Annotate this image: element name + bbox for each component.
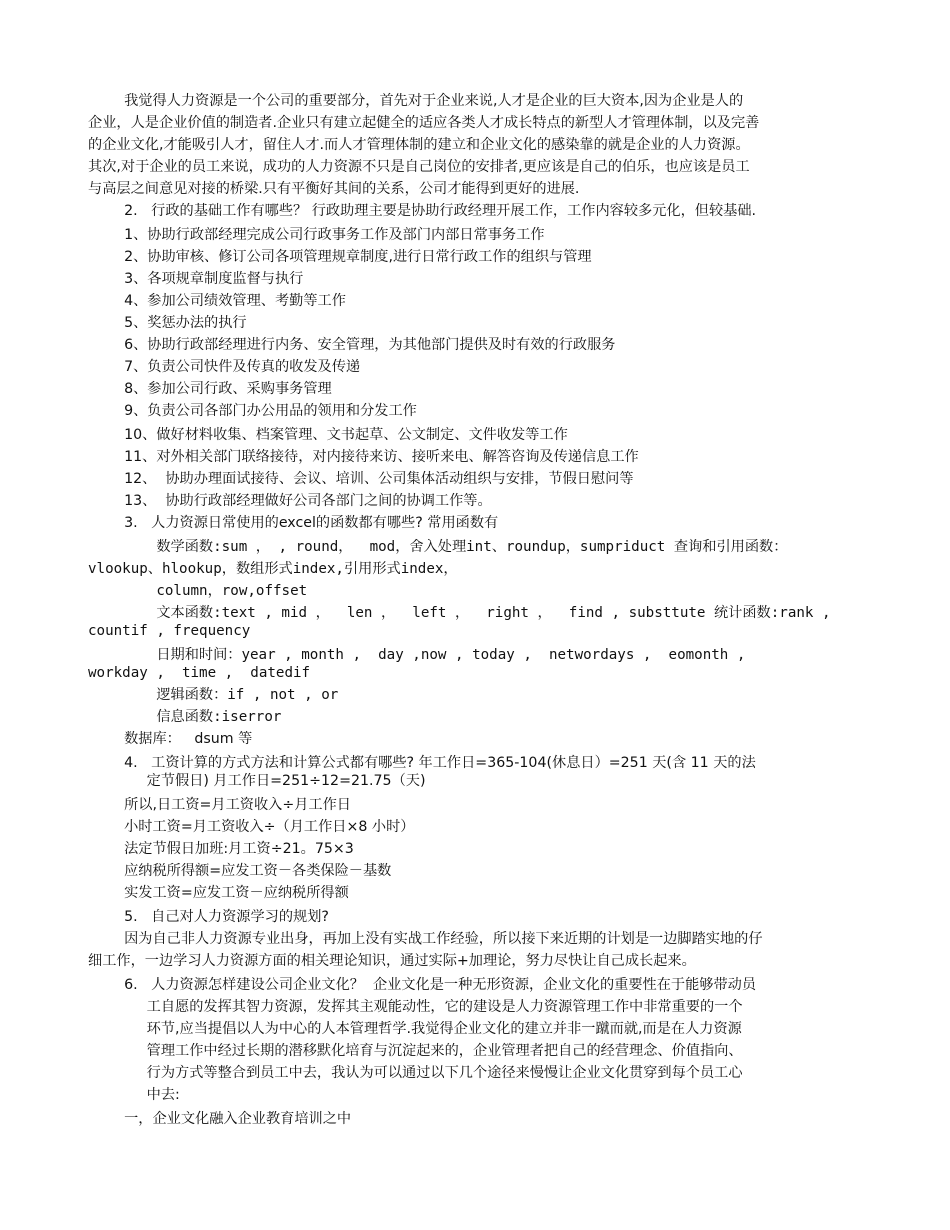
text-line: 8、参加公司行政、采购事务管理 [88,381,332,397]
text-line: workday , time , datedif [88,665,311,681]
text-line: 3、各项规章制度监督与执行 [88,271,304,287]
text-line: 应纳税所得额=应发工资－各类保险－基数 [88,863,392,879]
text-line: 7、负责公司快件及传真的收发及传递 [88,359,361,375]
text-line: 细工作，一边学习人力资源方面的相关理论知识，通过实际+加理论，努力尽快让自己成长起来。 [88,953,696,969]
text-line: 1、协助行政部经理完成公司行政事务工作及部门内部日常事务工作 [88,227,545,243]
text-line: 文本函数:text , mid ， len ， left ， right ， find , substtute 统计函数:rank , [88,605,831,621]
text-line: 13、 协助行政部经理做好公司各部门之间的协调工作等。 [88,493,492,509]
text-line: 信息函数:iserror [88,709,282,725]
text-line: 企业，人是企业价值的制造者.企业只有建立起健全的适应各类人才成长特点的新型人才管理体制，以及完善 [88,115,760,131]
text-line: 行为方式等整合到员工中去，我认为可以通过以下几个途径来慢慢让企业文化贯穿到每个员工心 [88,1065,743,1081]
text-line: 数据库： dsum 等 [88,731,253,747]
text-line: 10、做好材料收集、档案管理、文书起草、公文制定、文件收发等工作 [88,427,568,443]
text-line: 9、负责公司各部门办公用品的领用和分发工作 [88,403,417,419]
text-line: 中去: [88,1087,180,1103]
text-line: 我觉得人力资源是一个公司的重要部分，首先对于企业来说,人才是企业的巨大资本,因为企业是人的 [88,93,744,109]
text-line: 2. 行政的基础工作有哪些？ 行政助理主要是协助行政经理开展工作，工作内容较多元化，但较基础. [88,203,757,219]
text-line: 因为自己非人力资源专业出身，再加上没有实战工作经验，所以接下来近期的计划是一边脚踏实地的仔 [88,931,763,947]
text-line: 法定节假日加班:月工资÷21。75×3 [88,841,354,857]
text-line: 4. 工资计算的方式方法和计算公式都有哪些? 年工作日=365-104(休息日）=251 天(含 11 天的法 [88,755,756,771]
text-line: 定节假日) 月工作日=251÷12=21.75（天) [88,773,426,789]
text-line: 12、 协助办理面试接待、会议、培训、公司集体活动组织与安排，节假日慰问等 [88,471,634,487]
text-line: 2、协助审核、修订公司各项管理规章制度,进行日常行政工作的组织与管理 [88,249,592,265]
text-line: 5、奖惩办法的执行 [88,315,247,331]
text-line: 11、对外相关部门联络接待，对内接待来访、接听来电、解答咨询及传递信息工作 [88,449,639,465]
text-line: countif , frequency [88,623,251,639]
text-line: vlookup、hlookup，数组形式index,引用形式index， [88,561,458,577]
text-line: 其次,对于企业的员工来说，成功的人力资源不只是自己岗位的安排者,更应该是自己的伯乐，也应该是员工 [88,159,750,175]
text-line: 6、协助行政部经理进行内务、安全管理，为其他部门提供及时有效的行政服务 [88,337,616,353]
text-line: 6. 人力资源怎样建设公司企业文化？ 企业文化是一种无形资源，企业文化的重要性在于能够带动员 [88,977,757,993]
text-line: 的企业文化,才能吸引人才，留住人才.而人才管理体制的建立和企业文化的感染靠的就是企业的人力资源。 [88,137,750,153]
text-line: 一，企业文化融入企业教育培训之中 [88,1111,352,1127]
text-line: 管理工作中经过长期的潜移默化培育与沉淀起来的，企业管理者把自己的经营理念、价值指向、 [88,1043,743,1059]
text-line: 小时工资=月工资收入÷（月工作日×8 小时） [88,819,415,835]
text-line: 环节,应当提倡以人为中心的人本管理哲学.我觉得企业文化的建立并非一蹴而就,而是在人力资源 [88,1021,742,1037]
text-line: 数学函数:sum ， , round， mod，舍入处理int、roundup，sumpriduct 查询和引用函数： [88,539,788,555]
text-line: 工自愿的发挥其智力资源，发挥其主观能动性，它的建设是人力资源管理工作中非常重要的一个 [88,999,743,1015]
text-line: 4、参加公司绩效管理、考勤等工作 [88,293,346,309]
text-line: 实发工资=应发工资－应纳税所得额 [88,885,349,901]
text-line: 日期和时间：year , month , day ,now , today , networdays , eomonth , [88,647,746,663]
text-line: 逻辑函数：if , not , or [88,687,339,703]
text-line: 3. 人力资源日常使用的excel的函数都有哪些? 常用函数有 [88,515,499,531]
text-line: 所以,日工资=月工资收入÷月工作日 [88,797,351,813]
text-line: 与高层之间意见对接的桥梁.只有平衡好其间的关系，公司才能得到更好的进展. [88,181,580,197]
text-line: column，row,offset [88,583,308,599]
text-line: 5. 自己对人力资源学习的规划? [88,909,329,925]
